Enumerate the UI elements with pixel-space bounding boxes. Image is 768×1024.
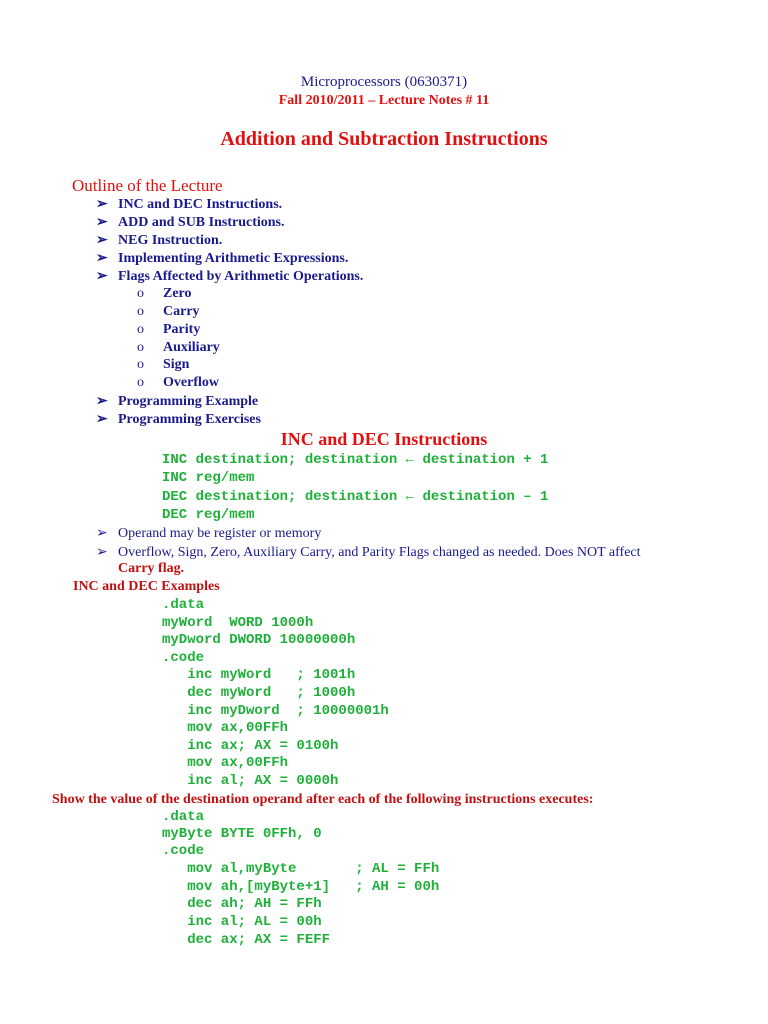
carry-flag-note: Carry flag.: [118, 561, 185, 576]
code-line: mov al,myByte ; AL = FFh: [162, 861, 440, 877]
arrow-bullet-icon: ➢: [96, 394, 108, 409]
page-title: Addition and Subtraction Instructions: [220, 128, 548, 150]
code-line: myDword DWORD 10000000h: [162, 632, 356, 648]
outline-item: ➢ Flags Affected by Arithmetic Operations.: [96, 269, 364, 284]
note-item: ➢ Overflow, Sign, Zero, Auxiliary Carry, and Parity Flags changed as needed. Does NOT affect: [96, 545, 641, 560]
arrow-bullet-icon: ➢: [96, 526, 108, 541]
outline-item: ➢ Programming Exercises: [96, 412, 261, 427]
outline-item: ➢ Implementing Arithmetic Expressions.: [96, 251, 349, 266]
code-line: INC reg/mem: [162, 470, 255, 486]
circle-bullet-icon: o: [137, 340, 144, 355]
code-line: myWord WORD 1000h: [162, 615, 314, 631]
code-line: dec ax; AX = FEFF: [162, 932, 331, 948]
code-line: dec ah; AH = FFh: [162, 896, 322, 912]
arrow-bullet-icon: ➢: [96, 197, 108, 212]
circle-bullet-icon: o: [137, 357, 144, 372]
flag-item: o Auxiliary: [137, 340, 220, 355]
examples-heading: INC and DEC Examples: [73, 579, 220, 594]
code-line: mov ah,[myByte+1] ; AH = 00h: [162, 879, 440, 895]
outline-item: ➢ ADD and SUB Instructions.: [96, 215, 285, 230]
arrow-bullet-icon: ➢: [96, 412, 108, 427]
code-line: mov ax,00FFh: [162, 755, 289, 771]
code-line: .code: [162, 650, 205, 666]
code-line: inc myWord ; 1001h: [162, 667, 356, 683]
outline-item: ➢ INC and DEC Instructions.: [96, 197, 283, 212]
flag-item: o Carry: [137, 304, 200, 319]
code-line: .code: [162, 843, 205, 859]
lecture-subtitle: Fall 2010/2011 – Lecture Notes # 11: [278, 93, 490, 108]
code-line: INC destination; destination ← destination + 1: [162, 452, 549, 468]
flag-item: o Zero: [137, 286, 192, 301]
code-line: DEC destination; destination ← destination – 1: [162, 489, 549, 505]
code-line: myByte BYTE 0FFh, 0: [162, 826, 322, 842]
code-line: inc ax; AX = 0100h: [162, 738, 339, 754]
note-item: ➢ Operand may be register or memory: [96, 526, 322, 541]
course-title: Microprocessors (0630371): [300, 74, 468, 90]
flag-item: o Overflow: [137, 375, 219, 390]
outline-heading: Outline of the Lecture: [72, 176, 223, 195]
section-heading-inc-dec: INC and DEC Instructions: [280, 429, 488, 449]
arrow-bullet-icon: ➢: [96, 233, 108, 248]
arrow-bullet-icon: ➢: [96, 545, 108, 560]
outline-item: ➢ NEG Instruction.: [96, 233, 223, 248]
code-line: .data: [162, 809, 205, 825]
code-line: inc al; AX = 0000h: [162, 773, 339, 789]
code-line: mov ax,00FFh: [162, 720, 289, 736]
arrow-bullet-icon: ➢: [96, 215, 108, 230]
flag-item: o Parity: [137, 322, 201, 337]
circle-bullet-icon: o: [137, 322, 144, 337]
circle-bullet-icon: o: [137, 375, 144, 390]
arrow-bullet-icon: ➢: [96, 269, 108, 284]
code-line: inc myDword ; 10000001h: [162, 703, 389, 719]
code-line: DEC reg/mem: [162, 507, 255, 523]
exercise-prompt: Show the value of the destination operand after each of the following instructions executes:: [52, 792, 594, 807]
circle-bullet-icon: o: [137, 304, 144, 319]
code-line: inc al; AL = 00h: [162, 914, 322, 930]
arrow-bullet-icon: ➢: [96, 251, 108, 266]
circle-bullet-icon: o: [137, 286, 144, 301]
flag-item: o Sign: [137, 357, 190, 372]
code-line: dec myWord ; 1000h: [162, 685, 356, 701]
code-line: .data: [162, 597, 205, 613]
outline-item: ➢ Programming Example: [96, 394, 259, 409]
